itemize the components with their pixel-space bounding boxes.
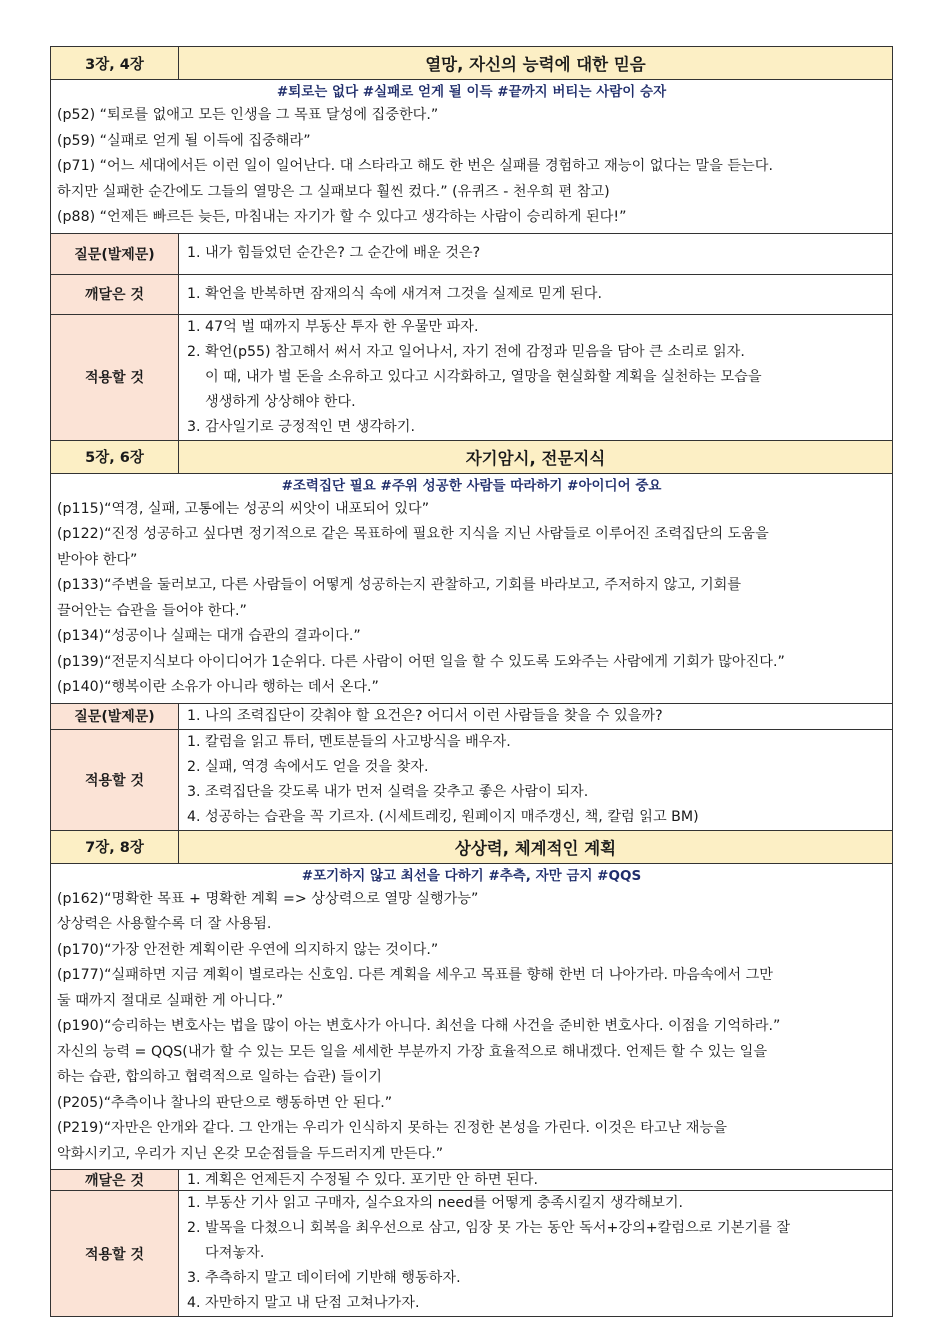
question-row: [51, 703, 893, 729]
quote-line: (p59) “실패로 얻게 될 이득에 집중해라”: [57, 132, 311, 149]
apply-row: [51, 1191, 893, 1317]
apply-label: 적용할 것: [51, 729, 179, 830]
realization-label: 깨달은 것: [51, 1170, 179, 1191]
quote-line: (p52) “퇴로를 없애고 모든 인생을 그 목표 달성에 집중한다.”: [57, 107, 439, 123]
quote-line: (P219)“자만은 안개와 같다. 그 안개는 우리가 인식하지 못하는 진정한 본성을 가린다. 이것은 타고난 재능을: [57, 1120, 727, 1136]
question-text: 1. 나의 조력집단이 갖춰야 할 요건은? 어디서 이런 사람들을 찾을 수 있을까?: [179, 703, 893, 729]
quote-line: (p134)“성공이나 실패는 대개 습관의 결과이다.”: [57, 628, 361, 644]
hashtags: #포기하지 않고 최선을 다하기 #추측, 자만 금지 #QQS: [301, 867, 642, 884]
realization-row: [51, 274, 893, 314]
quote-line: (p115)“역경, 실패, 고통에는 성공의 씨앗이 내포되어 있다”: [57, 500, 430, 517]
apply-item: 2. 실패, 역경 속에서도 얻을 것을 찾자.: [187, 758, 429, 775]
quote-line: 받아야 한다”: [57, 551, 138, 568]
quote-line: 하지만 실패한 순간에도 그들의 열망은 그 실패보다 훨씬 컸다.” (유퀴즈 - 천우희 편 참고): [57, 183, 610, 200]
question-row: [51, 233, 893, 274]
chapter-label: 3장, 4장: [51, 47, 179, 80]
quotes-row: [51, 80, 893, 234]
quote-line: (p170)“가장 안전한 계획이란 우연에 의지하지 않는 것이다.”: [57, 941, 439, 958]
quote-line: (p88) “언제든 빠르든 늦든, 마침내는 자기가 할 수 있다고 생각하는 사람이 승리하게 된다!”: [57, 209, 627, 225]
book-summary-table: [50, 46, 893, 1317]
quote-line: (p177)“실패하면 지금 계획이 별로라는 신호임. 다른 계획을 세우고 목표를 향해 한번 더 나아가라. 마음속에서 그만: [57, 967, 773, 983]
apply-item: 4. 자만하지 말고 내 단점 고쳐나가자.: [187, 1295, 420, 1311]
question-text: 1. 내가 힘들었던 순간은? 그 순간에 배운 것은?: [179, 233, 893, 274]
quote-line: 악화시키고, 우리가 지닌 온갖 모순점들을 두드러지게 만든다.”: [57, 1145, 444, 1162]
hashtags: #퇴로는 없다 #실패로 얻게 될 이득 #끝까지 버티는 사람이 승자: [276, 84, 667, 100]
quote-line: 하는 습관, 합의하고 협력적으로 일하는 습관) 들이기: [57, 1069, 382, 1085]
realization-label: 깨달은 것: [51, 274, 179, 314]
apply-label: 적용할 것: [51, 1191, 179, 1317]
apply-item: 1. 칼럼을 읽고 튜터, 멘토분들의 사고방식을 배우자.: [187, 733, 511, 750]
quote-line: (p71) “어느 세대에서든 이런 일이 일어난다. 대 스타라고 해도 한 번은 실패를 경험하고 재능이 없다는 말을 듣는다.: [57, 158, 773, 174]
section-title: 열망, 자신의 능력에 대한 믿음: [179, 47, 893, 80]
apply-item: 1. 47억 벌 때까지 부동산 투자 한 우물만 파자.: [187, 318, 479, 335]
document-page: [50, 46, 893, 1317]
apply-item: 3. 추측하지 말고 데이터에 기반해 행동하자.: [187, 1270, 461, 1286]
quote-line: (p122)“진정 성공하고 싶다면 정기적으로 같은 목표하에 필요한 지식을 지닌 사람들로 이루어진 조력집단의 도움을: [57, 526, 769, 542]
quote-line: 상상력은 사용할수록 더 잘 사용됨.: [57, 916, 272, 932]
quote-line: 끌어안는 습관을 들어야 한다.”: [57, 602, 247, 619]
apply-row: [51, 314, 893, 440]
realization-text: 1. 계획은 언제든지 수정될 수 있다. 포기만 안 하면 된다.: [179, 1170, 893, 1191]
section-header: [51, 47, 893, 80]
quote-line: (p162)“명확한 목표 + 명확한 계획 => 상상력으로 열망 실행가능”: [57, 890, 479, 907]
question-label: 질문(발제문): [51, 233, 179, 274]
chapter-label: 7장, 8장: [51, 830, 179, 863]
apply-item: 이 때, 내가 벌 돈을 소유하고 있다고 시각화하고, 열망을 현실화할 계획을 실천하는 모습을: [205, 368, 762, 385]
section-header: [51, 440, 893, 473]
apply-label: 적용할 것: [51, 314, 179, 440]
section-header: [51, 830, 893, 863]
realization-text: 1. 확언을 반복하면 잠재의식 속에 새겨져 그것을 실제로 믿게 된다.: [179, 274, 893, 314]
apply-item: 다져놓자.: [205, 1245, 265, 1261]
apply-item: 4. 성공하는 습관을 꼭 기르자. (시세트레킹, 원페이지 매주갱신, 책, 칼럼 읽고 BM): [187, 808, 699, 825]
quote-line: (p190)“승리하는 변호사는 법을 많이 아는 변호사가 아니다. 최선을 다해 사건을 준비한 변호사다. 이점을 기억하라.”: [57, 1018, 781, 1034]
hashtags: #조력집단 필요 #주위 성공한 사람들 따라하기 #아이디어 중요: [281, 477, 662, 494]
apply-row: [51, 729, 893, 830]
quote-line: 둘 때까지 절대로 실패한 게 아니다.”: [57, 992, 284, 1009]
section-title: 상상력, 체계적인 계획: [179, 830, 893, 863]
chapter-label: 5장, 6장: [51, 440, 179, 473]
apply-item: 생생하게 상상해야 한다.: [205, 393, 356, 410]
quote-line: (p133)“주변을 둘러보고, 다른 사람들이 어떻게 성공하는지 관찰하고, 기회를 바라보고, 주저하지 않고, 기회를: [57, 577, 742, 593]
quotes-row: [51, 863, 893, 1170]
section-title: 자기암시, 전문지식: [179, 440, 893, 473]
quote-line: (p139)“전문지식보다 아이디어가 1순위다. 다른 사람이 어떤 일을 할 수 있도록 도와주는 사람에게 기회가 많아진다.”: [57, 653, 785, 670]
quote-line: (P205)“추측이나 찰나의 판단으로 행동하면 안 된다.”: [57, 1094, 393, 1111]
apply-item: 1. 부동산 기사 읽고 구매자, 실수요자의 need를 어떻게 충족시킬지 생각해보기.: [187, 1195, 684, 1211]
question-label: 질문(발제문): [51, 703, 179, 729]
apply-item: 3. 감사일기로 긍정적인 면 생각하기.: [187, 418, 415, 435]
realization-row: [51, 1170, 893, 1191]
apply-item: 3. 조력집단을 갖도록 내가 먼저 실력을 갖추고 좋은 사람이 되자.: [187, 783, 589, 800]
apply-item: 2. 발목을 다쳤으니 회복을 최우선으로 삼고, 임장 못 가는 동안 독서+강의+칼럼으로 기본기를 잘: [187, 1220, 791, 1236]
quotes-row: [51, 473, 893, 703]
apply-item: 2. 확언(p55) 참고해서 써서 자고 일어나서, 자기 전에 감정과 믿음을 담아 큰 소리로 읽자.: [187, 343, 745, 360]
quote-line: (p140)“행복이란 소유가 아니라 행하는 데서 온다.”: [57, 679, 379, 695]
quote-line: 자신의 능력 = QQS(내가 할 수 있는 모든 일을 세세한 부분까지 가장 효율적으로 해내겠다. 언제든 할 수 있는 일을: [57, 1043, 768, 1060]
